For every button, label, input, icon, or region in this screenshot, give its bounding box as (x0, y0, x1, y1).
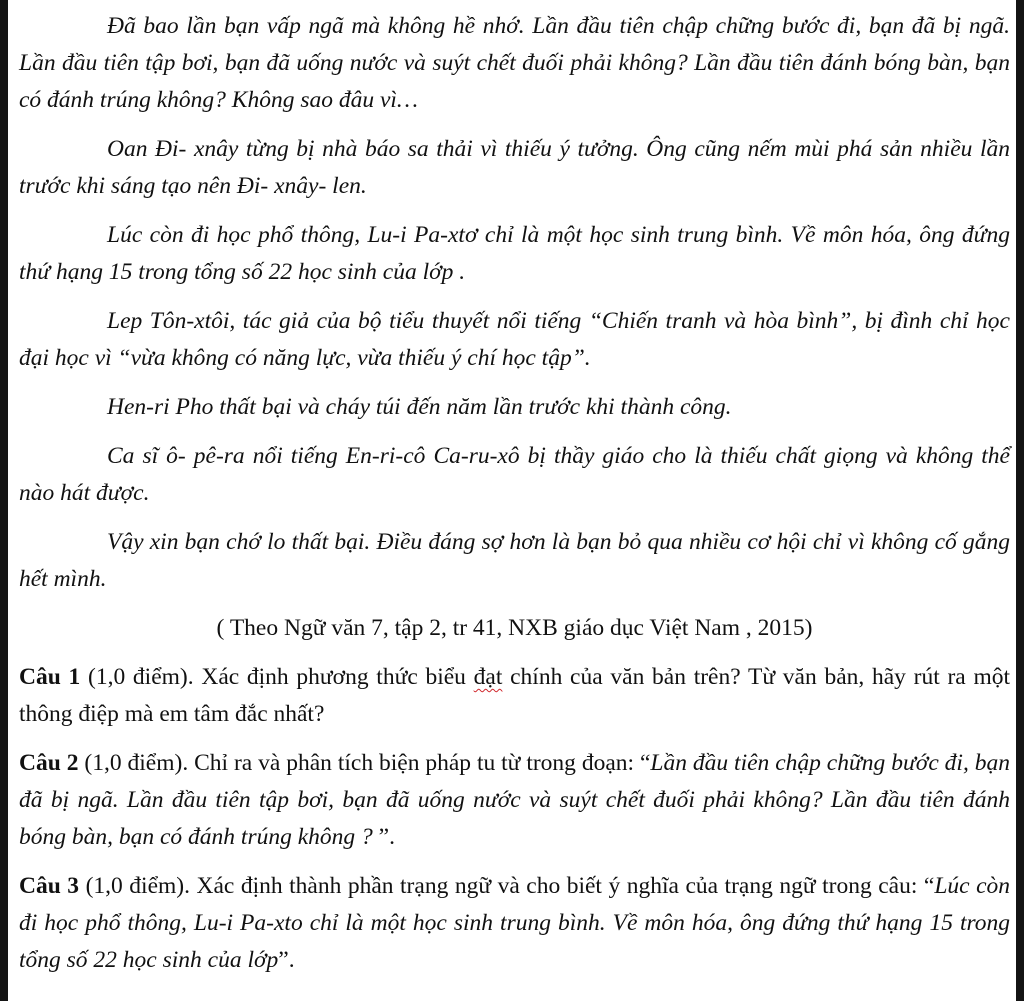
spellcheck-underline: đạt (473, 664, 503, 690)
passage-paragraph-5: Hen-ri Pho thất bại và cháy túi đến năm lần trước khi thành công. (107, 394, 732, 420)
question-3-end: ”. (278, 947, 295, 973)
question-2-end: ”. (378, 824, 395, 850)
question-2-text: (1,0 điểm). Chỉ ra và phân tích biện pháp tu từ trong đoạn: “ (78, 750, 651, 776)
question-2-quote: Lần đầu tiên chập chững bước đi, bạn đã bị ngã. Lần đầu tiên tập bơi, bạn đã uống nước và suýt chết đuối phải không? Lần đầu tiên đánh bóng bàn, bạn có đánh trúng không ? (19, 750, 1010, 850)
passage-paragraph-7: Vậy xin bạn chớ lo thất bại. Điều đáng sợ hơn là bạn bỏ qua nhiều cơ hội chỉ vì không cố gắng hết mình. (19, 529, 1010, 592)
document-page (8, 0, 1016, 979)
passage-paragraph-2: Oan Đi- xnây từng bị nhà báo sa thải vì thiếu ý tưởng. Ông cũng nếm mùi phá sản nhiều lần trước khi sáng tạo nên Đi- xnây- len. (19, 136, 1010, 199)
reading-passage (19, 8, 1010, 598)
question-3 (19, 868, 1010, 979)
passage-paragraph-4: Lep Tôn-xtôi, tác giả của bộ tiểu thuyết nổi tiếng “Chiến tranh và hòa bình”, bị đình chỉ học đại học vì “vừa không có năng lực, vừa thiếu ý chí học tập”. (19, 308, 1010, 371)
question-3-label: Câu 3 (19, 873, 80, 899)
passage-paragraph-1: Đã bao lần bạn vấp ngã mà không hề nhớ. Lần đầu tiên chập chững bước đi, bạn đã bị ngã. Lần đầu tiên tập bơi, bạn đã uống nước và suýt chết đuối phải không? Lần đầu tiên đánh bóng bàn, bạn có đánh trúng không? Không sao đâu vì… (19, 13, 1010, 113)
question-1-text-after: chính của văn bản trên? Từ văn bản, hãy rút ra một thông điệp mà em tâm đắc nhất? (19, 664, 1011, 727)
source-citation: ( Theo Ngữ văn 7, tập 2, tr 41, NXB giáo dục Việt Nam , 2015) (216, 615, 813, 641)
question-2-label: Câu 2 (19, 750, 79, 776)
passage-paragraph-6: Ca sĩ ô- pê-ra nổi tiếng En-ri-cô Ca-ru-xô bị thầy giáo cho là thiếu chất giọng và không thể nào hát được. (19, 443, 1010, 506)
question-1-text-before: (1,0 điểm). Xác định phương thức biểu (80, 664, 474, 690)
question-1 (19, 659, 1010, 733)
question-2 (19, 745, 1010, 856)
question-3-text: (1,0 điểm). Xác định thành phần trạng ngữ và cho biết ý nghĩa của trạng ngữ trong câu: “ (79, 873, 935, 899)
passage-paragraph-3: Lúc còn đi học phổ thông, Lu-i Pa-xtơ chỉ là một học sinh trung bình. Về môn hóa, ông đứng thứ hạng 15 trong tổng số 22 học sinh của lớp . (19, 222, 1010, 285)
question-1-label: Câu 1 (19, 664, 81, 690)
question-3-quote: Lúc còn đi học phổ thông, Lu-i Pa-xto chỉ là một học sinh trung bình. Về môn hóa, ông đứng thứ hạng 15 trong tổng số 22 học sinh của lớp (19, 873, 1011, 973)
